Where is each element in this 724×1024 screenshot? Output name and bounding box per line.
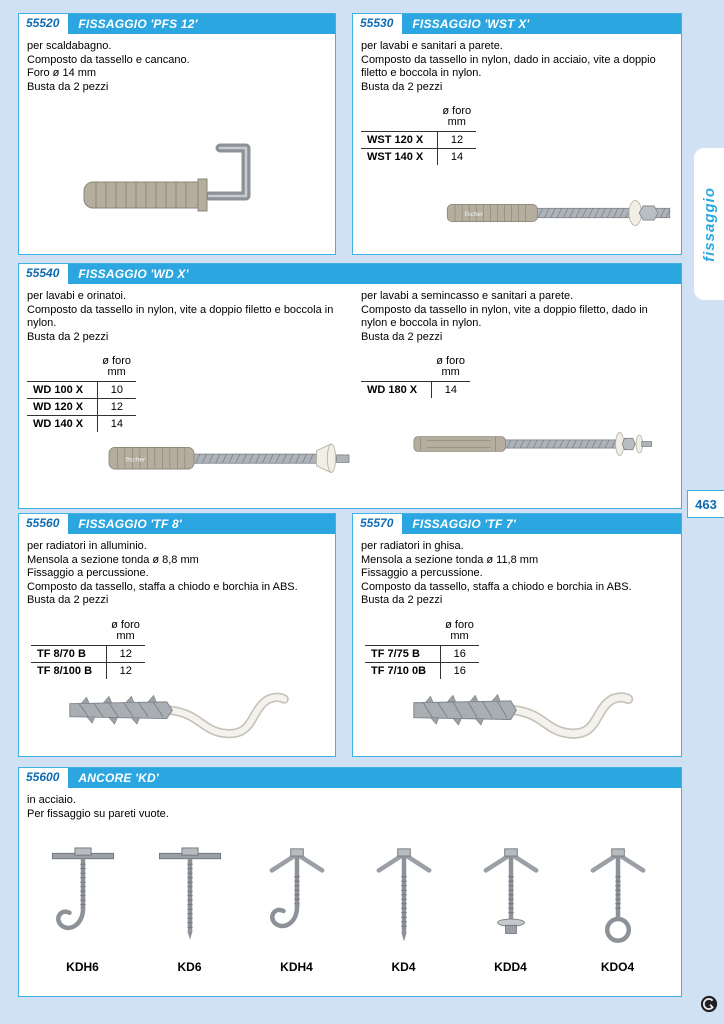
kd-item-kdh6 (33, 840, 133, 974)
umbrella-anchor-rod (378, 849, 428, 942)
toggle-anchor-hook (52, 848, 113, 928)
spec-model: WD 100 X (27, 382, 98, 399)
product-image-tf7 (405, 672, 650, 759)
kd-item-kd6 (140, 840, 240, 974)
hammer-dowel-sleeve (70, 695, 172, 724)
description-line: per scaldabagno. (27, 40, 112, 52)
kdd4-anchor-illustration (475, 840, 547, 954)
radiator-bracket (170, 697, 284, 733)
spec-header-row (31, 620, 145, 646)
spec-model: WST 120 X (361, 132, 438, 149)
threaded-rod (192, 454, 317, 463)
description-line: Composto da tassello e cancano. (27, 53, 190, 66)
spec-value: 16 (441, 663, 479, 680)
description-line: Busta da 2 pezzi (361, 330, 443, 343)
umbrella-anchor-washer (485, 849, 535, 934)
spec-header-empty (27, 356, 98, 382)
product-image-wstx (441, 182, 676, 249)
nylon-dowel (447, 204, 537, 221)
toggle-anchor-rod (159, 848, 220, 940)
description-line: Busta da 2 pezzi (27, 594, 109, 606)
threaded-rod (503, 440, 617, 448)
spec-header-empty (365, 620, 441, 646)
spec-model: TF 7/10 0B (365, 663, 441, 680)
section-tf7 (352, 513, 682, 757)
section-wdx-header (19, 264, 681, 284)
tf7-bracket-illustration (405, 672, 650, 754)
section-tf7-header (353, 514, 681, 534)
spec-header-empty (361, 356, 432, 382)
spec-table-wdx-right (361, 356, 470, 398)
spec-row (361, 382, 470, 399)
spec-header-empty (31, 620, 107, 646)
spec-model: WST 140 X (361, 149, 438, 166)
kd-item-label: KD4 (391, 960, 416, 974)
product-image-wd180 (409, 414, 654, 479)
brand-text: fischer (125, 456, 146, 464)
kdo4-anchor-illustration (582, 840, 654, 954)
section-kd (18, 767, 682, 997)
steel-nut (639, 206, 658, 220)
spec-value: 14 (432, 382, 470, 399)
spec-header-empty (361, 106, 438, 132)
product-code: 55560 (19, 514, 68, 534)
description-left (27, 290, 347, 344)
nylon-nut (622, 438, 635, 449)
wdx-screw-illustration (104, 412, 354, 502)
spec-model: TF 8/70 B (31, 646, 107, 663)
spec-row (31, 646, 145, 663)
spec-table-tf8 (31, 620, 145, 679)
kd-item-kdd4 (461, 840, 561, 974)
description-line: Composto da tassello in nylon, vite a doppio filetto, dado in nylon e boccola in nylon. (361, 303, 648, 329)
wstx-screw-illustration (441, 182, 676, 244)
description-line: in acciaio. (27, 794, 76, 806)
kd4-anchor-illustration (368, 840, 440, 954)
description-line: Mensola a sezione tonda ø 8,8 mm (27, 553, 199, 566)
spec-header-mm: mm (107, 366, 126, 378)
product-title: FISSAGGIO 'TF 7' (412, 517, 516, 531)
description-line: Busta da 2 pezzi (361, 594, 443, 606)
section-wstx-header (353, 14, 681, 34)
tf8-bracket-illustration (61, 672, 306, 754)
rod-tip (642, 442, 652, 447)
spec-header-foro: ø foro (436, 355, 465, 367)
spec-value: 10 (98, 382, 136, 399)
wd180-screw-illustration (409, 414, 654, 474)
nylon-dowel (414, 437, 505, 452)
spec-model: WD 140 X (27, 416, 98, 433)
kdh4-anchor-illustration (261, 840, 333, 954)
product-title: FISSAGGIO 'WST X' (412, 17, 530, 31)
description-line: Composto da tassello in nylon, dado in acciaio, vite a doppio filetto e boccola in nylon. (361, 53, 656, 79)
spec-model: WD 120 X (27, 399, 98, 416)
description-line: per radiatori in ghisa. (361, 540, 464, 552)
product-image-pfs12 (74, 124, 279, 237)
hammer-dowel-sleeve (414, 694, 517, 725)
product-title: FISSAGGIO 'WD X' (78, 267, 189, 281)
spec-value: 12 (107, 646, 145, 663)
umbrella-anchor-eye (592, 849, 642, 941)
description (361, 540, 675, 608)
product-image-wdx (104, 412, 354, 507)
section-pfs12 (18, 13, 336, 255)
kd-item-label: KDO4 (600, 960, 635, 974)
spec-header-mm: mm (450, 630, 469, 642)
pfs12-anchor-illustration (74, 124, 279, 232)
spec-header-cell (438, 106, 476, 132)
section-tf8-header (19, 514, 335, 534)
nylon-dowel (84, 179, 207, 211)
side-tab-fissaggio (694, 148, 724, 300)
kd-item-kdh4 (247, 840, 347, 974)
section-pfs12-header (19, 14, 335, 34)
rod-tip (337, 455, 350, 463)
description-line: Fissaggio a percussione. (27, 567, 149, 579)
product-title: FISSAGGIO 'TF 8' (78, 517, 182, 531)
description-line: per radiatori in alluminio. (27, 540, 147, 552)
spec-header-foro: ø foro (445, 619, 474, 631)
kd-item-label: KDD4 (494, 960, 527, 974)
description-line: Fissaggio a percussione. (361, 567, 483, 579)
description-line: Busta da 2 pezzi (27, 80, 109, 93)
spec-table-wstx (361, 106, 476, 165)
description-line: Foro ø 14 mm (27, 67, 97, 79)
description-line: per lavabi e sanitari a parete. (361, 40, 503, 52)
spec-row (365, 646, 479, 663)
spec-header-row (361, 106, 476, 132)
spec-header-cell (107, 620, 145, 646)
section-kd-header (19, 768, 681, 788)
brand-text: fischer (464, 211, 483, 219)
description-line: Mensola a sezione tonda ø 11,8 mm (361, 553, 539, 566)
spec-header-cell (441, 620, 479, 646)
spec-value: 16 (441, 646, 479, 663)
page-number-badge (687, 490, 724, 518)
spec-model: WD 180 X (361, 382, 432, 399)
spec-header-cell (432, 356, 470, 382)
description (27, 794, 667, 821)
spec-row (361, 132, 476, 149)
product-code: 55570 (353, 514, 402, 534)
page-number: 463 (695, 496, 717, 512)
spec-row (361, 149, 476, 166)
section-wstx (352, 13, 682, 255)
publisher-logo-icon (700, 995, 718, 1018)
kd-item-kd4 (354, 840, 454, 974)
product-code: 55520 (19, 14, 68, 34)
description-line: Per fissaggio su pareti vuote. (27, 807, 169, 820)
spec-header-mm: mm (116, 630, 135, 642)
product-title: FISSAGGIO 'PFS 12' (78, 17, 198, 31)
spec-header-foro: ø foro (102, 355, 131, 367)
nylon-boccola (317, 444, 336, 472)
section-tf8 (18, 513, 336, 757)
kd6-anchor-illustration (154, 840, 226, 954)
spec-model: TF 7/75 B (365, 646, 441, 663)
kd-products-row (29, 840, 671, 974)
spec-header-foro: ø foro (111, 619, 140, 631)
spec-header-row (361, 356, 470, 382)
kd-item-label: KDH6 (66, 960, 99, 974)
description (27, 40, 327, 94)
description (361, 40, 673, 94)
description-line: Busta da 2 pezzi (361, 80, 443, 93)
nylon-dowel (109, 447, 194, 469)
description-line: Composto da tassello, staffa a chiodo e borchia in ABS. (361, 580, 632, 593)
description-line: Composto da tassello in nylon, vite a doppio filetto e boccola in nylon. (27, 303, 334, 329)
kd-item-kdo4 (568, 840, 668, 974)
spec-value: 12 (438, 132, 476, 149)
spec-value: 12 (107, 663, 145, 680)
spec-value: 14 (98, 416, 136, 433)
description-line: Busta da 2 pezzi (27, 330, 109, 343)
product-code: 55530 (353, 14, 402, 34)
kdh6-anchor-illustration (47, 840, 119, 954)
product-title: ANCORE 'KD' (78, 771, 159, 785)
spec-table-tf7 (365, 620, 479, 679)
product-image-tf8 (61, 672, 306, 759)
radiator-bracket (514, 697, 628, 733)
umbrella-anchor-hook (271, 849, 321, 926)
spec-header-foro: ø foro (442, 105, 472, 117)
spec-header-row (27, 356, 136, 382)
description-line: per lavabi a semincasso e sanitari a parete. (361, 290, 574, 302)
product-code: 55540 (19, 264, 68, 284)
logo-circle-icon (700, 995, 718, 1013)
spec-header-row (365, 620, 479, 646)
spec-model: TF 8/100 B (31, 663, 107, 680)
kd-item-label: KDH4 (280, 960, 313, 974)
kd-item-label: KD6 (177, 960, 202, 974)
description-line: per lavabi e orinatoi. (27, 290, 127, 302)
description (27, 540, 329, 608)
spec-header-mm: mm (447, 116, 466, 128)
description-line: Composto da tassello, staffa a chiodo e borchia in ABS. (27, 580, 298, 593)
spec-header-mm: mm (441, 366, 460, 378)
spec-value: 12 (98, 399, 136, 416)
side-tab-label: fissaggio (700, 186, 718, 262)
hook-cancano (209, 148, 246, 196)
spec-header-cell (98, 356, 136, 382)
product-code: 55600 (19, 768, 68, 788)
description-right (361, 290, 675, 344)
spec-value: 14 (438, 149, 476, 166)
spec-row (27, 382, 136, 399)
section-wdx (18, 263, 682, 509)
